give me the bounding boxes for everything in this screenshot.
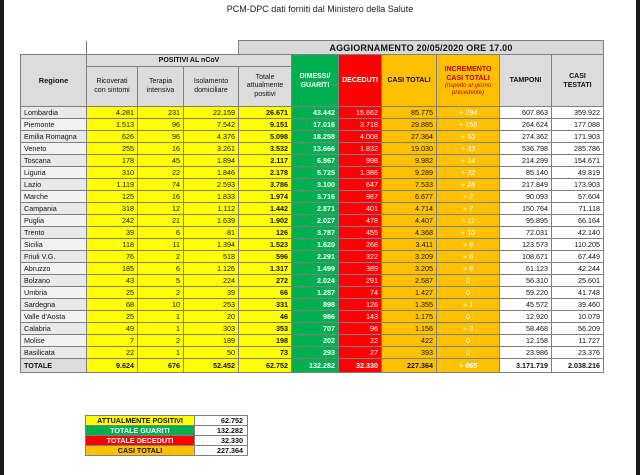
cell-tot: 9.151: [239, 119, 292, 131]
cell-dec: 3.718: [339, 119, 382, 131]
table-row: [21, 323, 604, 335]
cell-tes: 25.601: [552, 275, 604, 287]
cell-regione: TOTALE: [21, 359, 87, 373]
cell-dim: 2.024: [292, 275, 339, 287]
cell-dim: 293: [292, 347, 339, 359]
cell-inc: + 14: [437, 155, 500, 167]
table-row: [21, 275, 604, 287]
cell-iso: 7.542: [184, 119, 239, 131]
summary-value: 227.364: [195, 446, 248, 456]
cell-tot: 62.752: [239, 359, 292, 373]
cell-inc: 0: [437, 347, 500, 359]
cell-dec: 401: [339, 203, 382, 215]
cell-regione: Puglia: [21, 215, 87, 227]
cell-iso: 22.159: [184, 107, 239, 119]
cell-tot: 5.098: [239, 131, 292, 143]
cell-ric: 25: [87, 311, 138, 323]
cell-iso: 1.846: [184, 167, 239, 179]
cell-tes: 66.164: [552, 215, 604, 227]
cell-casi: 7.533: [382, 179, 437, 191]
cell-dec: 998: [339, 155, 382, 167]
cell-tes: 171.903: [552, 131, 604, 143]
cell-ter: 16: [138, 143, 184, 155]
cell-dec: 126: [339, 299, 382, 311]
cell-regione: Bolzano: [21, 275, 87, 287]
header-casi-testati: CASI TESTATI: [552, 55, 604, 107]
cell-regione: Umbria: [21, 287, 87, 299]
cell-regione: Calabria: [21, 323, 87, 335]
cell-regione: Lazio: [21, 179, 87, 191]
cell-iso: 1.126: [184, 263, 239, 275]
cell-dim: 1.620: [292, 239, 339, 251]
cell-iso: 39: [184, 287, 239, 299]
cell-dec: 647: [339, 179, 382, 191]
cell-dec: 322: [339, 251, 382, 263]
cell-casi: 4.368: [382, 227, 437, 239]
summary-row: [86, 446, 248, 456]
cell-tes: 56.209: [552, 323, 604, 335]
cell-dim: 898: [292, 299, 339, 311]
cell-dim: 1.499: [292, 263, 339, 275]
cell-tot: 353: [239, 323, 292, 335]
cell-dec: 32.330: [339, 359, 382, 373]
cell-ric: 1.513: [87, 119, 138, 131]
cell-casi: 3.205: [382, 263, 437, 275]
cell-iso: 224: [184, 275, 239, 287]
cell-dim: 986: [292, 311, 339, 323]
cell-dec: 478: [339, 215, 382, 227]
cell-tam: 214.299: [500, 155, 552, 167]
header-isolamento: Isolamento domiciliare: [184, 67, 239, 107]
cell-dim: 3.100: [292, 179, 339, 191]
cell-tes: 10.079: [552, 311, 604, 323]
cell-ric: 7: [87, 335, 138, 347]
cell-tot: 2.178: [239, 167, 292, 179]
cell-inc: 0: [437, 287, 500, 299]
cell-iso: 20: [184, 311, 239, 323]
cell-dim: 18.258: [292, 131, 339, 143]
cell-tes: 67.449: [552, 251, 604, 263]
cell-casi: 3.411: [382, 239, 437, 251]
table-row: [21, 251, 604, 263]
cell-regione: Campania: [21, 203, 87, 215]
cell-ric: 25: [87, 287, 138, 299]
header-incremento: [437, 55, 500, 107]
summary-value: 32.330: [195, 436, 248, 446]
cell-regione: Abruzzo: [21, 263, 87, 275]
cell-regione: Toscana: [21, 155, 87, 167]
cell-tam: 61.123: [500, 263, 552, 275]
table-row: [21, 239, 604, 251]
cell-tot: 73: [239, 347, 292, 359]
cell-tam: 56.310: [500, 275, 552, 287]
table-row: [21, 179, 604, 191]
cell-dim: 17.016: [292, 119, 339, 131]
cell-dim: 3.787: [292, 227, 339, 239]
cell-tes: 359.922: [552, 107, 604, 119]
table-row: [21, 347, 604, 359]
table-row: [21, 143, 604, 155]
table-row: [21, 107, 604, 119]
summary-label: TOTALE DECEDUTI: [86, 436, 195, 446]
cell-iso: 3.261: [184, 143, 239, 155]
summary-row: [86, 436, 248, 446]
header-incremento-label: INCREMENTO CASI TOTALI: [444, 65, 492, 82]
header-totale-positivi: Totale attualmente positivi: [239, 67, 292, 107]
cell-tot: 46: [239, 311, 292, 323]
cell-dec: 96: [339, 323, 382, 335]
page-title: PCM-DPC dati forniti dal Ministero della Salute: [226, 4, 414, 14]
cell-iso: 4.376: [184, 131, 239, 143]
header-terapia: Terapia intensiva: [138, 67, 184, 107]
cell-tes: 177.088: [552, 119, 604, 131]
cell-tam: 90.093: [500, 191, 552, 203]
cell-inc: + 33: [437, 143, 500, 155]
cell-ric: 39: [87, 227, 138, 239]
cell-dec: 27: [339, 347, 382, 359]
cell-ter: 96: [138, 131, 184, 143]
header-casi-totali: CASI TOTALI: [382, 55, 437, 107]
cell-dim: 202: [292, 335, 339, 347]
cell-dec: 1.386: [339, 167, 382, 179]
cell-inc: + 6: [437, 251, 500, 263]
cell-casi: 4.714: [382, 203, 437, 215]
cell-tes: 42.244: [552, 263, 604, 275]
cell-dec: 291: [339, 275, 382, 287]
cell-dim: 3.716: [292, 191, 339, 203]
cell-tes: 2.038.216: [552, 359, 604, 373]
cell-ter: 6: [138, 263, 184, 275]
cell-iso: 1.394: [184, 239, 239, 251]
cell-ric: 118: [87, 239, 138, 251]
cell-tam: 150.764: [500, 203, 552, 215]
cell-ric: 68: [87, 299, 138, 311]
cell-regione: Marche: [21, 191, 87, 203]
cell-tot: 1.442: [239, 203, 292, 215]
cell-ter: 96: [138, 119, 184, 131]
cell-casi: 1.156: [382, 323, 437, 335]
cell-inc: + 50: [437, 131, 500, 143]
cell-tes: 154.671: [552, 155, 604, 167]
cell-casi: 85.775: [382, 107, 437, 119]
cell-ter: 12: [138, 203, 184, 215]
table-row: [21, 299, 604, 311]
cell-tot: 26.671: [239, 107, 292, 119]
cell-dim: 13.666: [292, 143, 339, 155]
cell-iso: 518: [184, 251, 239, 263]
cell-iso: 2.593: [184, 179, 239, 191]
covid-data-table: [20, 40, 604, 373]
cell-dec: 987: [339, 191, 382, 203]
summary-value: 62.752: [195, 416, 248, 426]
cell-ter: 231: [138, 107, 184, 119]
cell-ter: 11: [138, 239, 184, 251]
cell-tot: 198: [239, 335, 292, 347]
summary-row: [86, 416, 248, 426]
cell-ric: 125: [87, 191, 138, 203]
total-row: [21, 359, 604, 373]
header-positivi: POSITIVI AL nCoV: [87, 55, 292, 67]
cell-tot: 596: [239, 251, 292, 263]
cell-tam: 3.171.719: [500, 359, 552, 373]
cell-tot: 1.317: [239, 263, 292, 275]
cell-inc: + 294: [437, 107, 500, 119]
cell-tam: 59.220: [500, 287, 552, 299]
cell-inc: + 11: [437, 215, 500, 227]
cell-regione: Sicilia: [21, 239, 87, 251]
cell-tot: 66: [239, 287, 292, 299]
cell-inc: + 28: [437, 179, 500, 191]
cell-inc: + 2: [437, 191, 500, 203]
cell-ter: 2: [138, 287, 184, 299]
cell-ter: 676: [138, 359, 184, 373]
cell-tes: 11.727: [552, 335, 604, 347]
cell-casi: 1.355: [382, 299, 437, 311]
cell-tes: 71.118: [552, 203, 604, 215]
cell-inc: + 8: [437, 239, 500, 251]
cell-tam: 95.895: [500, 215, 552, 227]
cell-ric: 185: [87, 263, 138, 275]
cell-tam: 72.031: [500, 227, 552, 239]
cell-ric: 318: [87, 203, 138, 215]
cell-regione: Veneto: [21, 143, 87, 155]
cell-tes: 42.140: [552, 227, 604, 239]
cell-ric: 22: [87, 347, 138, 359]
cell-tes: 49.819: [552, 167, 604, 179]
cell-tes: 110.205: [552, 239, 604, 251]
cell-casi: 29.885: [382, 119, 437, 131]
table-row: [21, 263, 604, 275]
cell-casi: 6.677: [382, 191, 437, 203]
cell-iso: 52.452: [184, 359, 239, 373]
cell-tam: 85.140: [500, 167, 552, 179]
cell-iso: 1.112: [184, 203, 239, 215]
cell-casi: 422: [382, 335, 437, 347]
cell-dec: 22: [339, 335, 382, 347]
cell-casi: 19.030: [382, 143, 437, 155]
cell-ter: 1: [138, 323, 184, 335]
table-row: [21, 131, 604, 143]
cell-regione: Liguria: [21, 167, 87, 179]
cell-dim: 707: [292, 323, 339, 335]
header-deceduti: DECEDUTI: [339, 55, 382, 107]
cell-dim: 2.027: [292, 215, 339, 227]
cell-tes: 23.376: [552, 347, 604, 359]
cell-dim: 2.291: [292, 251, 339, 263]
cell-regione: Emilia Romagna: [21, 131, 87, 143]
cell-ric: 43: [87, 275, 138, 287]
header-tamponi: TAMPONI: [500, 55, 552, 107]
cell-iso: 81: [184, 227, 239, 239]
cell-inc: + 10: [437, 227, 500, 239]
header-dimessi: DIMESSI/ GUARITI: [292, 55, 339, 107]
cell-tam: 45.572: [500, 299, 552, 311]
cell-iso: 1.894: [184, 155, 239, 167]
cell-regione: Lombardia: [21, 107, 87, 119]
cell-tes: 41.748: [552, 287, 604, 299]
table-row: [21, 119, 604, 131]
table-row: [21, 167, 604, 179]
cell-dim: 132.282: [292, 359, 339, 373]
cell-inc: + 32: [437, 167, 500, 179]
table-row: [21, 287, 604, 299]
cell-inc: 0: [437, 311, 500, 323]
cell-tam: 264.624: [500, 119, 552, 131]
cell-tot: 1.902: [239, 215, 292, 227]
blank-corner: [21, 41, 87, 55]
cell-casi: 1.427: [382, 287, 437, 299]
cell-ter: 1: [138, 347, 184, 359]
cell-tam: 607.863: [500, 107, 552, 119]
cell-tes: 285.786: [552, 143, 604, 155]
cell-casi: 2.587: [382, 275, 437, 287]
cell-ric: 310: [87, 167, 138, 179]
cell-inc: + 665: [437, 359, 500, 373]
header-ricoverati: Ricoverati con sintomi: [87, 67, 138, 107]
summary-value: 132.282: [195, 426, 248, 436]
summary-table: [85, 415, 248, 456]
cell-tot: 2.117: [239, 155, 292, 167]
cell-dec: 4.008: [339, 131, 382, 143]
cell-ric: 255: [87, 143, 138, 155]
cell-iso: 50: [184, 347, 239, 359]
cell-tes: 173.903: [552, 179, 604, 191]
summary-label: CASI TOTALI: [86, 446, 195, 456]
table-row: [21, 191, 604, 203]
cell-tam: 536.798: [500, 143, 552, 155]
cell-dim: 1.287: [292, 287, 339, 299]
cell-iso: 303: [184, 323, 239, 335]
cell-regione: Basilicata: [21, 347, 87, 359]
cell-ric: 76: [87, 251, 138, 263]
cell-dec: 1.832: [339, 143, 382, 155]
table-row: [21, 203, 604, 215]
cell-tam: 108.671: [500, 251, 552, 263]
cell-dec: 74: [339, 287, 382, 299]
cell-ter: 2: [138, 335, 184, 347]
cell-casi: 9.982: [382, 155, 437, 167]
cell-dim: 43.442: [292, 107, 339, 119]
cell-tot: 3.532: [239, 143, 292, 155]
header-incremento-note: (rispetto al giorno precedente): [444, 82, 492, 96]
cell-tes: 57.604: [552, 191, 604, 203]
cell-tot: 331: [239, 299, 292, 311]
cell-inc: + 3: [437, 323, 500, 335]
cell-casi: 4.407: [382, 215, 437, 227]
cell-inc: 0: [437, 275, 500, 287]
cell-ric: 178: [87, 155, 138, 167]
table-row: [21, 335, 604, 347]
blank-top: [87, 41, 239, 55]
cell-tot: 3.786: [239, 179, 292, 191]
cell-iso: 1.833: [184, 191, 239, 203]
header-regione: Regione: [21, 55, 87, 107]
cell-ric: 49: [87, 323, 138, 335]
cell-tot: 1.974: [239, 191, 292, 203]
cell-regione: Piemonte: [21, 119, 87, 131]
cell-tot: 126: [239, 227, 292, 239]
cell-dec: 455: [339, 227, 382, 239]
summary-label: TOTALE GUARITI: [86, 426, 195, 436]
cell-ter: 10: [138, 299, 184, 311]
cell-tot: 272: [239, 275, 292, 287]
cell-regione: Friuli V.G.: [21, 251, 87, 263]
cell-regione: Trento: [21, 227, 87, 239]
table-row: [21, 155, 604, 167]
update-banner: AGGIORNAMENTO 20/05/2020 ORE 17.00: [239, 41, 604, 55]
cell-dim: 6.867: [292, 155, 339, 167]
cell-regione: Valle d'Aosta: [21, 311, 87, 323]
cell-iso: 253: [184, 299, 239, 311]
cell-dec: 15.662: [339, 107, 382, 119]
cell-ter: 21: [138, 215, 184, 227]
cell-inc: 0: [437, 335, 500, 347]
cell-tam: 23.986: [500, 347, 552, 359]
cell-ter: 5: [138, 275, 184, 287]
cell-ter: 6: [138, 227, 184, 239]
cell-tam: 12.920: [500, 311, 552, 323]
cell-ric: 242: [87, 215, 138, 227]
cell-tam: 58.468: [500, 323, 552, 335]
cell-ter: 16: [138, 191, 184, 203]
cell-tam: 217.849: [500, 179, 552, 191]
cell-regione: Molise: [21, 335, 87, 347]
cell-ter: 2: [138, 251, 184, 263]
cell-tam: 123.573: [500, 239, 552, 251]
cell-ter: 74: [138, 179, 184, 191]
cell-ric: 9.624: [87, 359, 138, 373]
cell-dim: 2.871: [292, 203, 339, 215]
cell-ter: 45: [138, 155, 184, 167]
cell-inc: + 8: [437, 263, 500, 275]
summary-row: [86, 426, 248, 436]
summary-label: ATTUALMENTE POSITIVI: [86, 416, 195, 426]
cell-casi: 3.209: [382, 251, 437, 263]
cell-tam: 274.362: [500, 131, 552, 143]
cell-casi: 393: [382, 347, 437, 359]
cell-iso: 1.639: [184, 215, 239, 227]
cell-tam: 12.158: [500, 335, 552, 347]
cell-ter: 1: [138, 311, 184, 323]
cell-inc: + 7: [437, 203, 500, 215]
cell-regione: Sardegna: [21, 299, 87, 311]
cell-casi: 9.289: [382, 167, 437, 179]
cell-iso: 189: [184, 335, 239, 347]
cell-ter: 22: [138, 167, 184, 179]
cell-inc: + 1: [437, 299, 500, 311]
cell-tot: 1.523: [239, 239, 292, 251]
cell-dec: 268: [339, 239, 382, 251]
cell-ric: 4.281: [87, 107, 138, 119]
cell-tes: 39.460: [552, 299, 604, 311]
table-row: [21, 215, 604, 227]
table-row: [21, 311, 604, 323]
cell-dim: 5.725: [292, 167, 339, 179]
cell-casi: 227.364: [382, 359, 437, 373]
cell-dec: 389: [339, 263, 382, 275]
cell-ric: 626: [87, 131, 138, 143]
cell-casi: 1.175: [382, 311, 437, 323]
cell-inc: + 158: [437, 119, 500, 131]
cell-dec: 143: [339, 311, 382, 323]
cell-casi: 27.364: [382, 131, 437, 143]
cell-ric: 1.119: [87, 179, 138, 191]
table-row: [21, 227, 604, 239]
